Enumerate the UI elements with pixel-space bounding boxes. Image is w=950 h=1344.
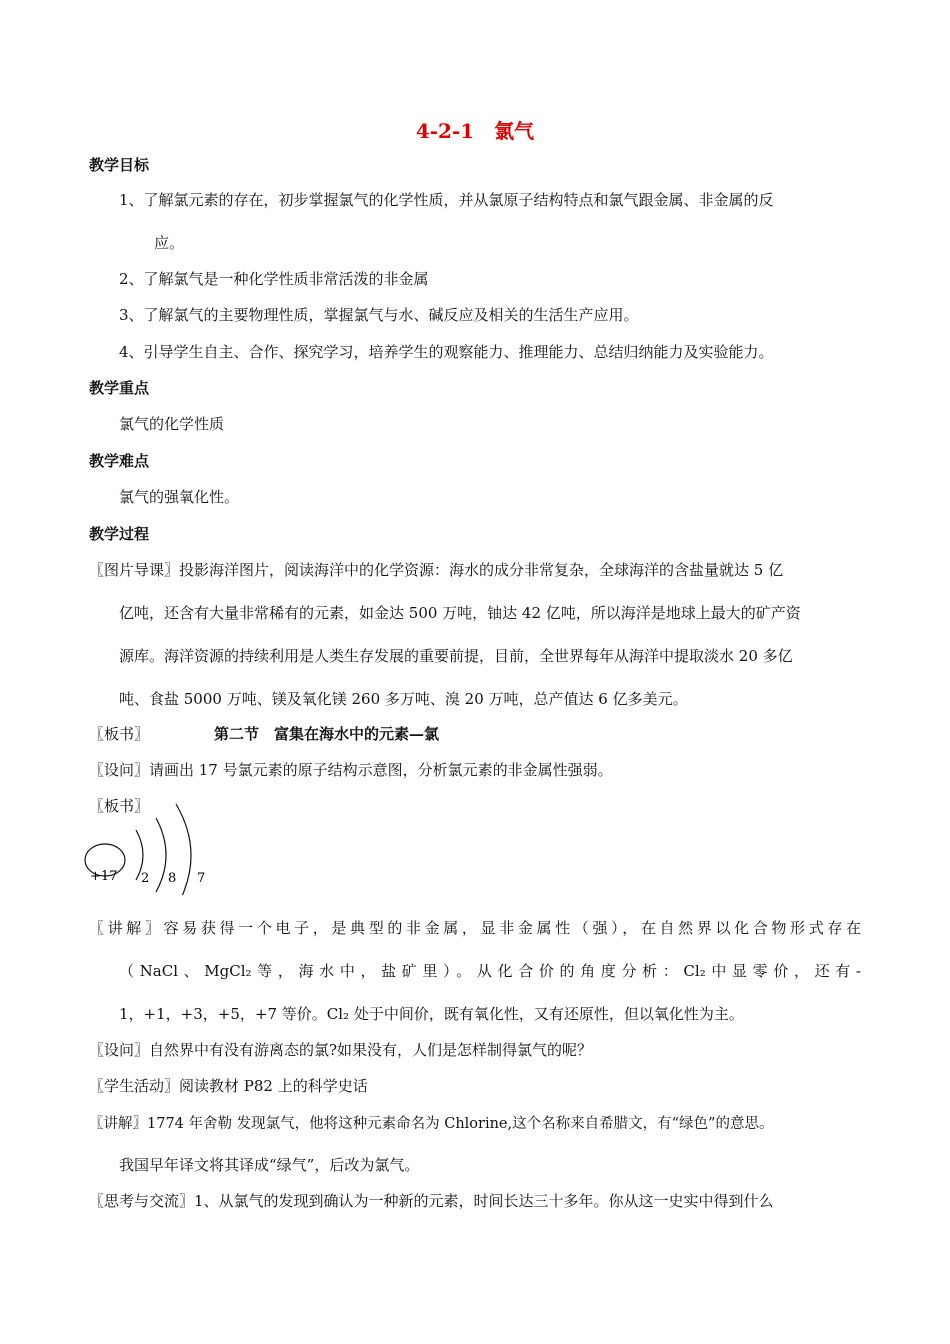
intro-line-2: 亿吨，还含有大量非常稀有的元素，如金达 500 万吨，铀达 42 亿吨，所以海洋是地球上最大的矿产资	[119, 604, 801, 622]
atom-structure-diagram	[84, 800, 224, 895]
think-exchange-line-1: 〖思考与交流〗1、从氯气的发现到确认为一种新的元素，时间长达三十多年。你从这一史实中得到什么	[89, 1192, 774, 1210]
explain-1-line-3: 1，+1，+3，+5，+7 等价。Cl₂ 处于中间价，既有氧化性，又有还原性，但以氧化性为主。	[119, 1005, 744, 1023]
objective-item-2: 2、了解氯气是一种化学性质非常活泼的非金属	[119, 270, 429, 288]
intro-line-3: 源库。海洋资源的持续利用是人类生存发展的重要前提，目前，全世界每年从海洋中提取淡水 20 多亿	[119, 647, 793, 665]
board-label-1: 〖板书〗	[89, 725, 150, 743]
explain-1-line-1: 〖讲解〗容易获得一个电子，是典型的非金属，显非金属性（强），在自然界以化合物形式存在	[89, 919, 861, 937]
intro-line-4: 吨、食盐 5000 万吨、镁及氧化镁 260 多万吨、溴 20 万吨，总产值达 6 亿多美元。	[119, 690, 688, 708]
difficulty-text: 氯气的强氧化性。	[119, 488, 240, 506]
shell-2-count: 8	[168, 871, 177, 886]
section-title: 第二节 富集在海水中的元素—氯	[214, 725, 440, 743]
difficulty-heading: 教学难点	[89, 452, 150, 470]
shell-arc-3	[176, 804, 191, 895]
objective-item-4: 4、引导学生自主、合作、探究学习，培养学生的观察能力、推理能力、总结归纳能力及实验能力。	[119, 343, 774, 361]
student-activity: 〖学生活动〗阅读教材 P82 上的科学史话	[89, 1077, 368, 1095]
objectives-heading: 教学目标	[89, 156, 150, 174]
process-heading: 教学过程	[89, 525, 150, 543]
question-1: 〖设问〗请画出 17 号氯元素的原子结构示意图，分析氯元素的非金属性强弱。	[89, 761, 613, 779]
document-title: 4-2-1 氯气	[415, 119, 535, 143]
explain-2-line-1: 〖讲解〗1774 年舍勒 发现氯气，他将这种元素命名为 Chlorine,这个名称来自希腊文，有“绿色”的意思。	[89, 1116, 774, 1132]
objective-item-1: 1、了解氯元素的存在，初步掌握氯气的化学性质，并从氯原子结构特点和氯气跟金属、非金属的反	[119, 191, 774, 209]
intro-line-1: 〖图片导课〗投影海洋图片，阅读海洋中的化学资源：海水的成分非常复杂，全球海洋的含盐量就达 5 亿	[89, 561, 784, 579]
shell-1-count: 2	[141, 871, 150, 886]
shell-arc-2	[156, 818, 166, 892]
explain-2-line-2: 我国早年译文将其译成“绿气”，后改为氯气。	[119, 1156, 420, 1174]
question-2: 〖设问〗自然界中有没有游离态的氯?如果没有，人们是怎样制得氯气的呢？	[89, 1041, 593, 1059]
objective-item-1-continued: 应。	[154, 234, 185, 252]
objective-item-3: 3、了解氯气的主要物理性质，掌握氯气与水、碱反应及相关的生活生产应用。	[119, 306, 639, 324]
key-point-text: 氯气的化学性质	[119, 415, 225, 433]
key-point-heading: 教学重点	[89, 379, 150, 397]
nucleus-label: +17	[90, 869, 118, 884]
shell-3-count: 7	[197, 871, 206, 886]
explain-1-line-2: （NaCl、MgCl₂等，海水中，盐矿里）。从化合价的角度分析：Cl₂中显零价，还有-	[119, 962, 861, 980]
board-label-2: 〖板书〗	[89, 797, 150, 815]
